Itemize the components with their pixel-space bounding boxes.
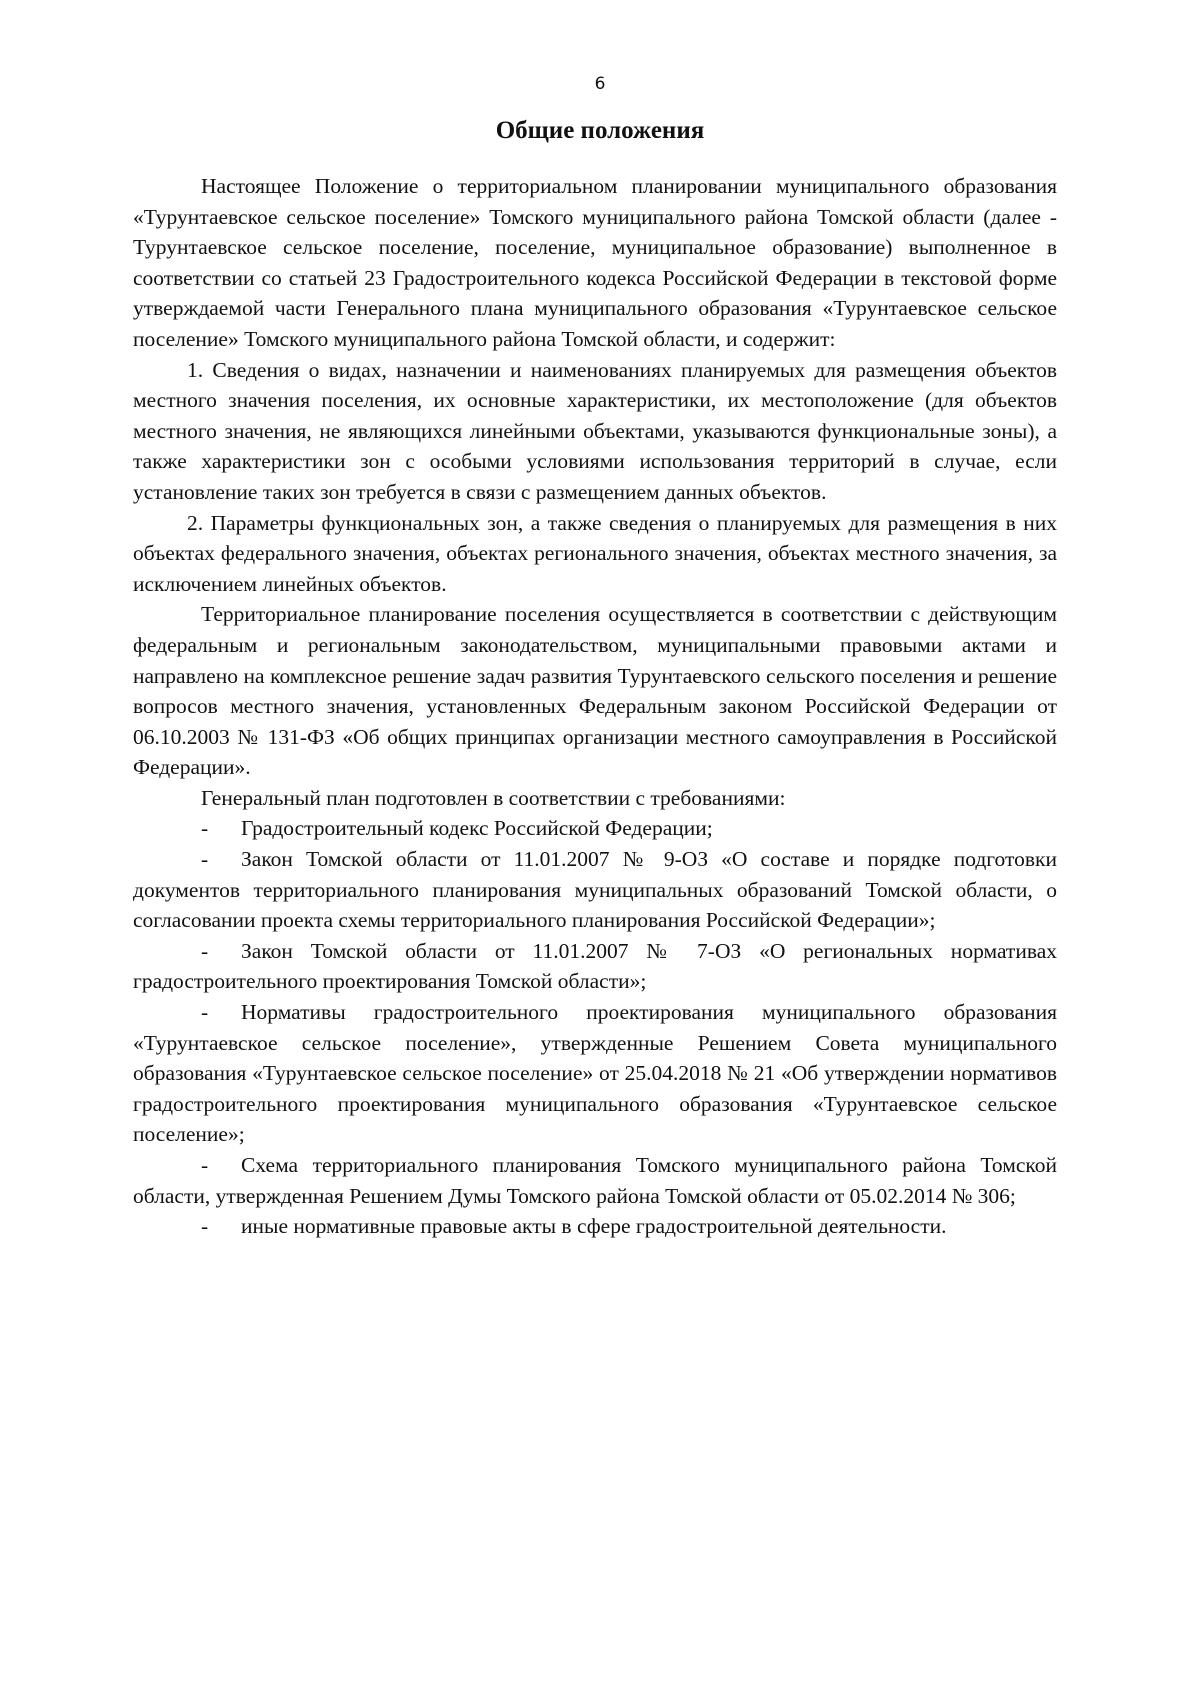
dash-marker: - bbox=[201, 1214, 209, 1239]
requirement-item-4 bbox=[133, 997, 1057, 1150]
requirement-item-3 bbox=[133, 936, 1057, 997]
requirement-text: Схема территориального планирования Томского муниципального района Томской области, утвержденная Решением Думы Томского района Томской области от 05.02.2014 № 306; bbox=[133, 1153, 1057, 1208]
requirement-text: Закон Томской области от 11.01.2007 № 9-ОЗ «О составе и порядке подготовки документов территориального планирования муниципальных образований Томской области, о согласовании проекта схемы территориального планирования Российской Федерации»; bbox=[133, 847, 1057, 933]
intro-paragraph: Настоящее Положение о территориальном планировании муниципального образования «Турунтаевское сельское поселение» Томского муниципального района Томской области (далее - Турунтаевское сельское поселение, поселение, муниципальное образование) выполненное в соответствии со статьей 23 Градостроительного кодекса Российской Федерации в текстовой форме утверждаемой части Генерального плана муниципального образования «Турунтаевское сельское поселение» Томского муниципального района Томской области, и содержит: bbox=[133, 174, 1057, 351]
requirement-item-5 bbox=[133, 1150, 1057, 1211]
list-item-2: 2. Параметры функциональных зон, а также сведения о планируемых для размещения в них объектах федерального значения, объектах регионального значения, объектах местного значения, за исключением линейных объектов. bbox=[133, 510, 1057, 596]
list-item-1: 1. Сведения о видах, назначении и наименованиях планируемых для размещения объектов местного значения поселения, их основные характеристики, их местоположение (для объектов местного значения, не являющихся линейными объектами, указываются функциональные зоны), а также характеристики зон с особыми условиями использования территорий в случае, если установление таких зон требуется в связи с размещением данных объектов. bbox=[133, 357, 1057, 504]
dash-marker: - bbox=[201, 1153, 209, 1177]
territorial-planning-paragraph: Территориальное планирование поселения осуществляется в соответствии с действующим федеральным и региональным законодательством, муниципальными правовыми актами и направлено на комплексное решение задач развития Турунтаевского сельского поселения и решение вопросов местного значения, установленных Федеральным законом Российской Федерации от 06.10.2003 № 131-ФЗ «Об общих принципах организации местного самоуправления в Российской Федерации». bbox=[133, 602, 1057, 780]
requirement-item-1 bbox=[133, 813, 1057, 844]
section-title: Общие положения bbox=[495, 117, 705, 144]
dash-marker: - bbox=[201, 1000, 209, 1025]
dash-marker: - bbox=[201, 816, 209, 841]
document-body bbox=[133, 171, 1057, 1242]
requirement-text: Градостроительный кодекс Российской Федерации; bbox=[241, 816, 713, 841]
requirement-text: Закон Томской области от 11.01.2007 № 7-ОЗ «О региональных нормативах градостроительного проектирования Томской области»; bbox=[133, 938, 1057, 994]
requirements-intro: Генеральный план подготовлен в соответствии с требованиями: bbox=[201, 785, 786, 810]
page-number: 6 bbox=[594, 74, 606, 94]
requirement-item-2 bbox=[133, 844, 1057, 936]
dash-marker: - bbox=[201, 938, 209, 963]
requirement-item-6 bbox=[133, 1211, 1057, 1242]
requirement-text: Нормативы градостроительного проектирования муниципального образования «Турунтаевское сельское поселение», утвержденные Решением Совета муниципального образования «Турунтаевское сельское поселение» от 25.04.2018 № 21 «Об утверждении нормативов градостроительного проектирования муниципального образования «Турунтаевское сельское поселение»; bbox=[133, 1000, 1057, 1147]
dash-marker: - bbox=[201, 847, 209, 872]
requirement-text: иные нормативные правовые акты в сфере градостроительной деятельности. bbox=[241, 1214, 947, 1239]
